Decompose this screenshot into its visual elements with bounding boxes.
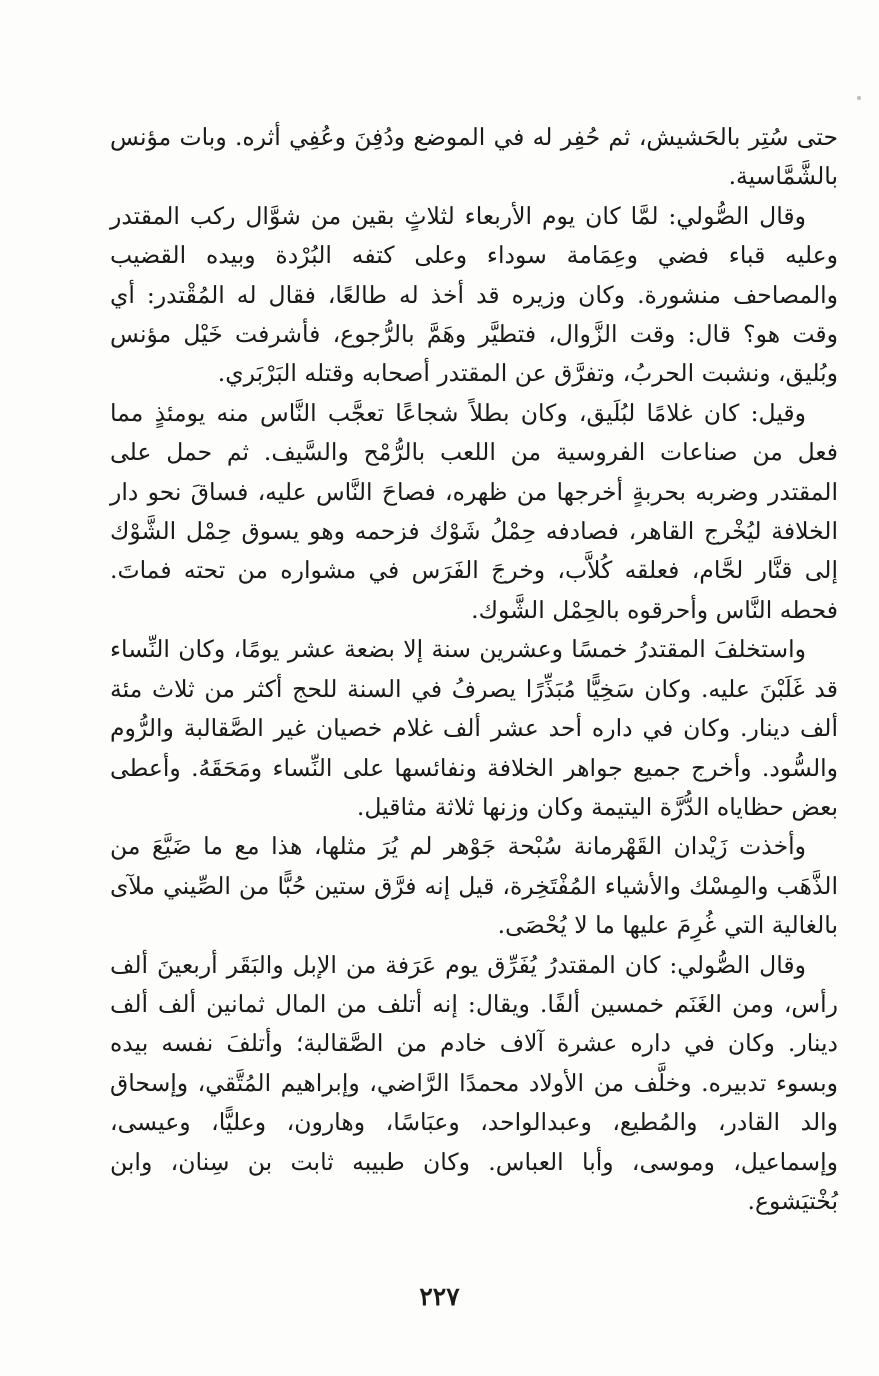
page-number: ٢٢٧	[419, 1282, 460, 1311]
paragraph: وقال الصُّولي: كان المقتدرُ يُفَرِّق يوم عَرَفة من الإبل والبَقَر أربعينَ ألف رأس، ومن الغَنَم خمسين ألفًا. ويقال: إنه أتلف من المال ثمانين ألف ألف دينار. وكان في داره عشرة آلاف خادم من الصَّقالبة؛ وأتلفَ نفسه بيده وبسوء تدبيره. وخلَّف من الأولاد محمدًا الرَّاضي، وإبراهيم المُتَّقي، وإسحاق والد القادر، والمُطيع، وعبدالواحد، وعبَاسًا، وهارون، وعليًّا، وعيسى، وإسماعيل، وموسى، وأبا العباس. وكان طبيبه ثابت بن سِنان، وابن بُخْتيَشوع.	[110, 950, 838, 1215]
paragraph: وأخذت زَيْدان القَهْرمانة سُبْحة جَوْهر لم يُرَ مثلها، هذا مع ما ضَيَّعَ من الذَّهَب والمِسْك والأشياء المُفْتَخِرة، قيل إنه فرَّق ستين حُبًّا من الصِّيني ملآى بالغالية التي غُرِمَ عليها ما لا يُحْصَى.	[110, 832, 838, 940]
scan-speck	[857, 96, 861, 100]
paragraph: وقال الصُّولي: لمَّا كان يوم الأربعاء لثلاثٍ بقين من شوَّال ركب المقتدر وعليه قباء فضي وعِمَامة سوداء وعلى كتفه البُرْدة وبيده القضيب والمصاحف منشورة. وكان وزيره قد أخذ له طالعًا، فقال له المُقْتدر: أي وقت هو؟ قال: وقت الزَّوال، فتطيَّر وهَمَّ بالرُّجوع، فأشرفت خَيْل مؤنس وبُليق، ونشبت الحربُ، وتفرَّق عن المقتدر أصحابه وقتله البَرْبَري.	[110, 201, 838, 388]
body-text	[110, 118, 838, 1221]
paragraph: واستخلفَ المقتدرُ خمسًا وعشرين سنة إلا بضعة عشر يومًا، وكان النِّساء قد غَلَبْنَ عليه. وكان سَخِيًّا مُبَذِّرًا يصرفُ في السنة للحج أكثر من ثلاث مئة ألف دينار. وكان في داره أحد عشر ألف غلام خصيان غير الصَّقالبة والرُّوم والسُّود. وأخرج جميع جواهر الخلافة ونفائسها على النِّساء ومَحَقَهُ. وأعطى بعض حظاياه الدُّرَّة اليتيمة وكان وزنها ثلاثة مثاقيل.	[110, 635, 838, 821]
paragraph-continuation: حتى سُتِر بالحَشيش، ثم حُفِر له في الموضع ودُفِنَ وعُفِي أثره. وبات مؤنس بالشَّمَّاسية.	[110, 123, 838, 191]
paragraph: وقيل: كان غلامًا لبُلَيق، وكان بطلاً شجاعًا تعجَّب النَّاس منه يومئذٍ مما فعل من صناعات الفروسية من اللعب بالرُّمْح والسَّيف. ثم حمل على المقتدر وضربه بحربةٍ أخرجها من ظهره، فصاحَ النَّاس عليه، فساقَ نحو دار الخلافة ليُخْرج القاهر، فصادفه حِمْلُ شَوْك فزحمه وهو يسوق حِمْل الشَّوْك إلى قنَّار لحَّام، فعلقه كُلاَّب، وخرجَ الفَرَس في مشواره من تحته فماتَ. فحطه النَّاس وأحرقوه بالحِمْل الشَّوك.	[110, 398, 838, 624]
